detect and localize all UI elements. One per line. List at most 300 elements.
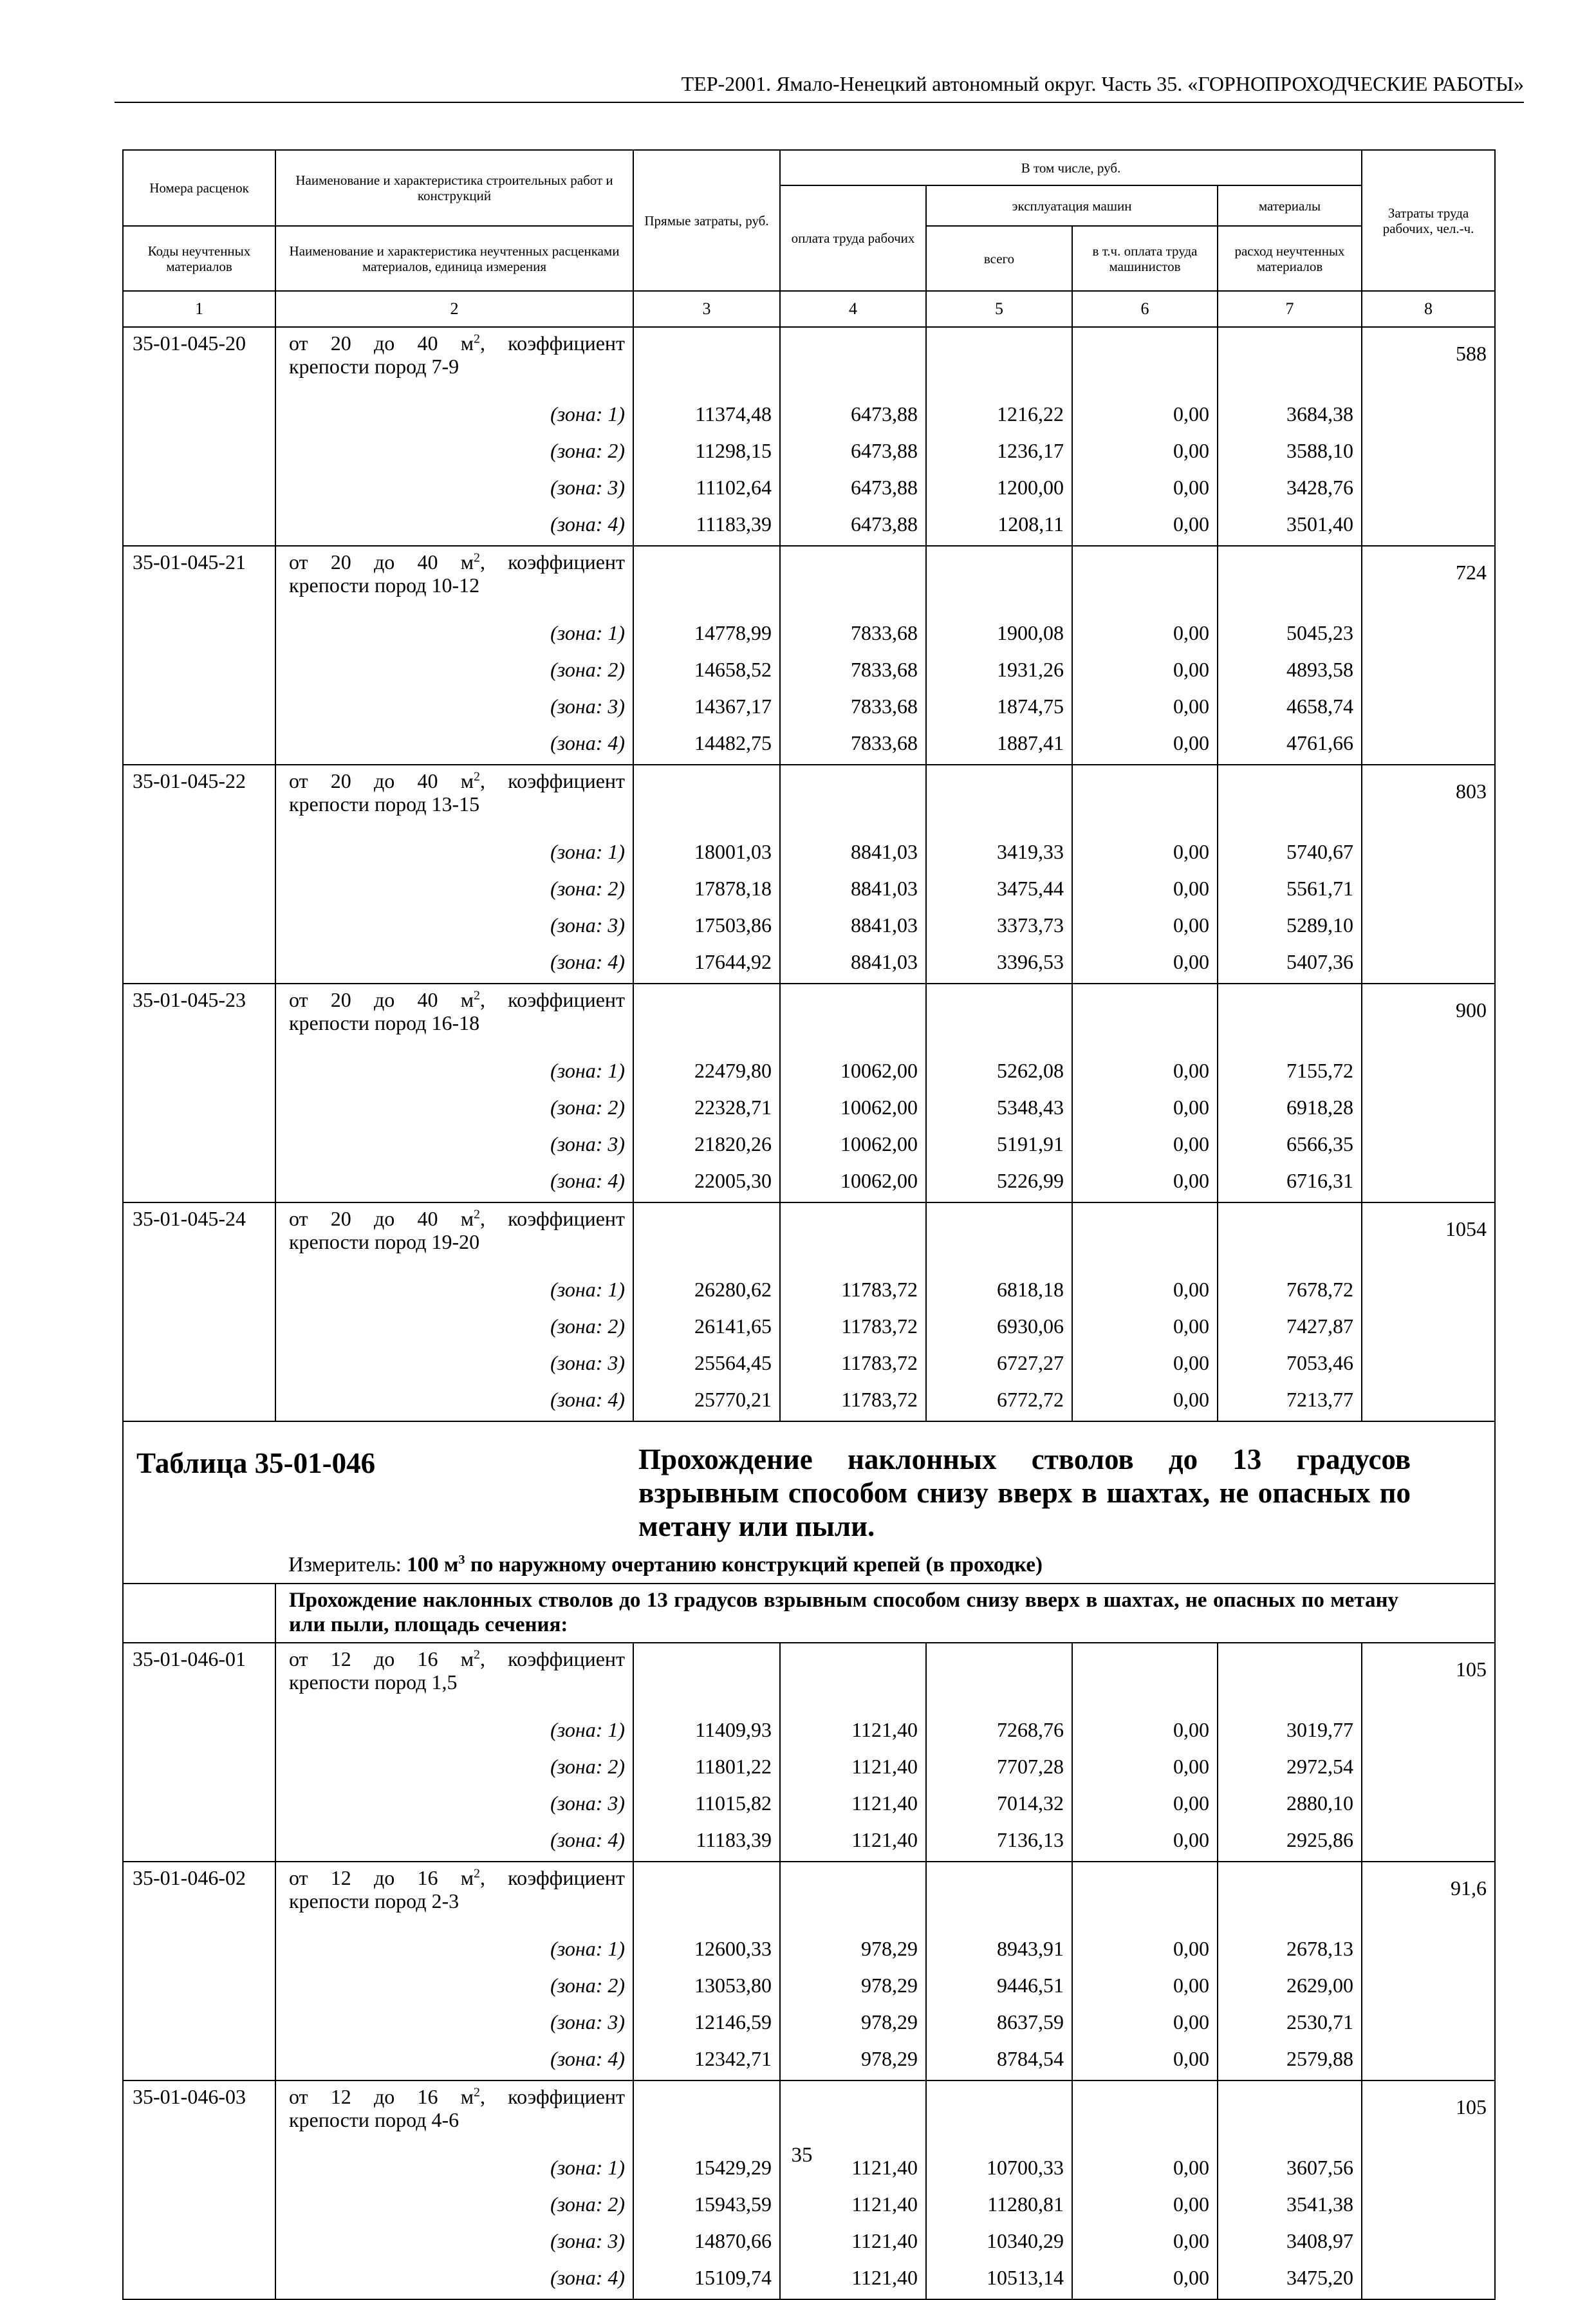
- wage-cost: 1121,40: [780, 2225, 926, 2262]
- empty-cell: [1218, 1202, 1362, 1274]
- empty-cell: [1362, 2006, 1495, 2043]
- superscript: 2: [474, 2085, 480, 2100]
- zone-label: (зона: 3): [275, 691, 633, 727]
- empty-cell: [1362, 2262, 1495, 2299]
- including-header: В том числе, руб.: [780, 150, 1362, 185]
- direct-cost: 12146,59: [633, 2006, 780, 2043]
- materials-cost: 6566,35: [1218, 1128, 1362, 1165]
- machines-cost: 7014,32: [926, 1788, 1072, 1824]
- empty-cell: [1218, 765, 1362, 836]
- empty-cell: [1072, 984, 1218, 1055]
- wage-cost: 11783,72: [780, 1274, 926, 1311]
- zone-label: (зона: 4): [275, 509, 633, 546]
- empty-cell: [926, 984, 1072, 1055]
- zone-label: (зона: 1): [275, 617, 633, 654]
- empty-cell: [926, 546, 1072, 617]
- empty-cell: [1218, 2080, 1362, 2152]
- description-text: крепости пород 13-15: [289, 792, 480, 816]
- operators-wage: 0,00: [1072, 1092, 1218, 1128]
- operators-wage: 0,00: [1072, 435, 1218, 472]
- zone-label: (зона: 2): [275, 435, 633, 472]
- machines-cost: 1208,11: [926, 509, 1072, 546]
- wage-cost: 10062,00: [780, 1128, 926, 1165]
- materials-cost: 3684,38: [1218, 398, 1362, 435]
- col-wage-header: оплата труда рабочих: [780, 185, 926, 291]
- direct-cost: 12600,33: [633, 1933, 780, 1970]
- machines-cost: 6727,27: [926, 1347, 1072, 1384]
- materials-cost: 5045,23: [1218, 617, 1362, 654]
- empty-cell: [926, 1643, 1072, 1714]
- zone-label: (зона: 4): [275, 1165, 633, 1202]
- zone-label: (зона: 3): [275, 2225, 633, 2262]
- zone-row: [123, 617, 1495, 654]
- description-text: крепости пород 10-12: [289, 574, 480, 597]
- direct-cost: 25564,45: [633, 1347, 780, 1384]
- wage-cost: 11783,72: [780, 1347, 926, 1384]
- description-text: от 12 до 16 м: [289, 1647, 474, 1670]
- superscript: 2: [474, 1647, 480, 1662]
- zone-label: (зона: 3): [275, 1128, 633, 1165]
- operators-wage: 0,00: [1072, 2189, 1218, 2225]
- empty-cell: [1072, 1202, 1218, 1274]
- empty-cell: [123, 2043, 275, 2080]
- machines-cost: 5348,43: [926, 1092, 1072, 1128]
- col-materials-consumption-header: расход неучтенных материалов: [1218, 226, 1362, 291]
- empty-cell: [123, 727, 275, 765]
- direct-cost: 17503,86: [633, 910, 780, 946]
- direct-cost: 14778,99: [633, 617, 780, 654]
- wage-cost: 11783,72: [780, 1311, 926, 1347]
- empty-cell: [1362, 1933, 1495, 1970]
- description-text: крепости пород 19-20: [289, 1230, 480, 1253]
- col-operators-wage-header: в т.ч. оплата труда машинистов: [1072, 226, 1218, 291]
- empty-cell: [1362, 1311, 1495, 1347]
- machines-cost: 5262,08: [926, 1055, 1072, 1092]
- empty-cell: [1362, 1384, 1495, 1421]
- empty-cell: [926, 2080, 1072, 2152]
- labor-cost: 900: [1362, 984, 1495, 1055]
- machines-cost: 3373,73: [926, 910, 1072, 946]
- empty-cell: [123, 2225, 275, 2262]
- rate-code: 35-01-045-20: [123, 327, 275, 398]
- empty-cell: [1362, 1970, 1495, 2006]
- direct-cost: 11102,64: [633, 472, 780, 509]
- wage-cost: 8841,03: [780, 836, 926, 873]
- empty-cell: [780, 1862, 926, 1933]
- wage-cost: 978,29: [780, 1970, 926, 2006]
- direct-cost: 22479,80: [633, 1055, 780, 1092]
- materials-cost: 3408,97: [1218, 2225, 1362, 2262]
- empty-cell: [1362, 1055, 1495, 1092]
- rates-table: [122, 149, 1496, 2300]
- direct-cost: 22005,30: [633, 1165, 780, 1202]
- zone-row: [123, 2189, 1495, 2225]
- work-description: [275, 327, 633, 398]
- zone-row: [123, 509, 1495, 546]
- labor-cost: 803: [1362, 765, 1495, 836]
- col-labor-header: Затраты труда рабочих, чел.-ч.: [1362, 150, 1495, 291]
- labor-cost: 724: [1362, 546, 1495, 617]
- zone-row: [123, 1347, 1495, 1384]
- machines-cost: 8943,91: [926, 1933, 1072, 1970]
- direct-cost: 11298,15: [633, 435, 780, 472]
- empty-cell: [1362, 654, 1495, 691]
- operators-wage: 0,00: [1072, 873, 1218, 910]
- materials-cost: 7427,87: [1218, 1311, 1362, 1347]
- empty-cell: [633, 1643, 780, 1714]
- description-text: , коэффициент: [479, 2085, 626, 2108]
- operators-wage: 0,00: [1072, 617, 1218, 654]
- empty-cell: [123, 836, 275, 873]
- direct-cost: 17644,92: [633, 946, 780, 984]
- direct-cost: 11409,93: [633, 1714, 780, 1751]
- wage-cost: 11783,72: [780, 1384, 926, 1421]
- materials-cost: 3428,76: [1218, 472, 1362, 509]
- direct-cost: 11374,48: [633, 398, 780, 435]
- direct-cost: 21820,26: [633, 1128, 780, 1165]
- operators-wage: 0,00: [1072, 398, 1218, 435]
- zone-row: [123, 398, 1495, 435]
- materials-cost: 5407,36: [1218, 946, 1362, 984]
- rate-code: 35-01-046-01: [123, 1643, 275, 1714]
- zone-label: (зона: 3): [275, 910, 633, 946]
- materials-cost: 5289,10: [1218, 910, 1362, 946]
- direct-cost: 18001,03: [633, 836, 780, 873]
- machines-cost: 7136,13: [926, 1824, 1072, 1862]
- zone-row: [123, 1970, 1495, 2006]
- empty-cell: [1362, 617, 1495, 654]
- table-number: Таблица 35-01-046: [136, 1447, 376, 1479]
- zone-row: [123, 1055, 1495, 1092]
- empty-cell: [633, 984, 780, 1055]
- empty-cell: [1072, 1862, 1218, 1933]
- zone-row: [123, 1165, 1495, 1202]
- col-material-names-header: Наименование и характеристика неучтенных расценками материалов, единица измерения: [275, 226, 633, 291]
- zone-row: [123, 472, 1495, 509]
- zone-row: [123, 1128, 1495, 1165]
- rate-group: [123, 327, 1495, 398]
- direct-cost: 26141,65: [633, 1311, 780, 1347]
- machines-cost: 3396,53: [926, 946, 1072, 984]
- zone-row: [123, 691, 1495, 727]
- description-text: , коэффициент: [479, 988, 626, 1011]
- empty-cell: [780, 1202, 926, 1274]
- machines-cost: 1931,26: [926, 654, 1072, 691]
- empty-cell: [123, 2262, 275, 2299]
- description-text: от 12 до 16 м: [289, 2085, 474, 2108]
- materials-cost: 4761,66: [1218, 727, 1362, 765]
- description-text: крепости пород 4-6: [289, 2108, 459, 2131]
- empty-cell: [123, 1714, 275, 1751]
- superscript: 2: [474, 1207, 480, 1222]
- materials-cost: 3501,40: [1218, 509, 1362, 546]
- empty-cell: [1362, 1751, 1495, 1788]
- meter-value: 100 м: [407, 1553, 459, 1576]
- zone-row: [123, 1311, 1495, 1347]
- wage-cost: 8841,03: [780, 873, 926, 910]
- operators-wage: 0,00: [1072, 654, 1218, 691]
- operators-wage: 0,00: [1072, 1055, 1218, 1092]
- operators-wage: 0,00: [1072, 836, 1218, 873]
- direct-cost: 14658,52: [633, 654, 780, 691]
- rate-code: 35-01-046-03: [123, 2080, 275, 2152]
- column-number: 1: [123, 291, 275, 327]
- zone-row: [123, 2225, 1495, 2262]
- zone-label: (зона: 4): [275, 2262, 633, 2299]
- machines-cost: 8784,54: [926, 2043, 1072, 2080]
- work-description: [275, 1643, 633, 1714]
- labor-cost: 1054: [1362, 1202, 1495, 1274]
- direct-cost: 26280,62: [633, 1274, 780, 1311]
- empty-cell: [123, 1788, 275, 1824]
- empty-cell: [1362, 1165, 1495, 1202]
- description-text: от 20 до 40 м: [289, 1207, 474, 1230]
- wage-cost: 978,29: [780, 2006, 926, 2043]
- operators-wage: 0,00: [1072, 1384, 1218, 1421]
- rate-group: [123, 1643, 1495, 1714]
- machines-cost: 1887,41: [926, 727, 1072, 765]
- materials-cost: 2880,10: [1218, 1788, 1362, 1824]
- zone-label: (зона: 1): [275, 836, 633, 873]
- operators-wage: 0,00: [1072, 1933, 1218, 1970]
- direct-cost: 17878,18: [633, 873, 780, 910]
- operators-wage: 0,00: [1072, 691, 1218, 727]
- empty-cell: [123, 2152, 275, 2189]
- operators-wage: 0,00: [1072, 1824, 1218, 1862]
- meter-rest: по наружному очертанию конструкций крепей (в проходке): [465, 1553, 1043, 1576]
- wage-cost: 10062,00: [780, 1055, 926, 1092]
- work-description: [275, 765, 633, 836]
- empty-cell: [926, 765, 1072, 836]
- empty-cell: [123, 1092, 275, 1128]
- wage-cost: 7833,68: [780, 617, 926, 654]
- description-text: от 20 до 40 м: [289, 550, 474, 574]
- empty-cell: [1218, 546, 1362, 617]
- machines-cost: 1216,22: [926, 398, 1072, 435]
- meter: [288, 1552, 1487, 1578]
- empty-cell: [123, 509, 275, 546]
- superscript: 3: [458, 1553, 465, 1567]
- operators-wage: 0,00: [1072, 1970, 1218, 2006]
- zone-row: [123, 1933, 1495, 1970]
- machines-header: эксплуатация машин: [926, 185, 1218, 226]
- labor-cost: 105: [1362, 2080, 1495, 2152]
- zone-label: (зона: 4): [275, 727, 633, 765]
- wage-cost: 1121,40: [780, 1824, 926, 1862]
- zone-row: [123, 727, 1495, 765]
- description-text: крепости пород 16-18: [289, 1011, 480, 1034]
- empty-cell: [1362, 1274, 1495, 1311]
- description-text: , коэффициент: [479, 550, 626, 574]
- empty-cell: [633, 2080, 780, 2152]
- superscript: 2: [474, 550, 480, 565]
- col-direct-cost-header: Прямые затраты, руб.: [633, 150, 780, 291]
- zone-label: (зона: 1): [275, 1055, 633, 1092]
- column-number: 5: [926, 291, 1072, 327]
- operators-wage: 0,00: [1072, 1165, 1218, 1202]
- empty-cell: [633, 1862, 780, 1933]
- zone-label: (зона: 2): [275, 654, 633, 691]
- machines-cost: 3419,33: [926, 836, 1072, 873]
- materials-cost: 3607,56: [1218, 2152, 1362, 2189]
- zone-row: [123, 1274, 1495, 1311]
- zone-row: [123, 910, 1495, 946]
- operators-wage: 0,00: [1072, 2225, 1218, 2262]
- zone-row: [123, 873, 1495, 910]
- wage-cost: 1121,40: [780, 2262, 926, 2299]
- materials-cost: 3588,10: [1218, 435, 1362, 472]
- empty-cell: [123, 2006, 275, 2043]
- operators-wage: 0,00: [1072, 1714, 1218, 1751]
- empty-cell: [1362, 2225, 1495, 2262]
- empty-cell: [123, 1384, 275, 1421]
- materials-cost: 2925,86: [1218, 1824, 1362, 1862]
- description-text: от 20 до 40 м: [289, 332, 474, 355]
- rate-group: [123, 1202, 1495, 1274]
- work-description: [275, 2080, 633, 2152]
- description-text: , коэффициент: [479, 1647, 626, 1670]
- rate-code: 35-01-045-24: [123, 1202, 275, 1274]
- direct-cost: 15943,59: [633, 2189, 780, 2225]
- zone-label: (зона: 1): [275, 1714, 633, 1751]
- materials-cost: 2530,71: [1218, 2006, 1362, 2043]
- empty-cell: [123, 1824, 275, 1862]
- empty-cell: [1362, 1347, 1495, 1384]
- labor-cost: 91,6: [1362, 1862, 1495, 1933]
- operators-wage: 0,00: [1072, 1311, 1218, 1347]
- wage-cost: 1121,40: [780, 1714, 926, 1751]
- operators-wage: 0,00: [1072, 2262, 1218, 2299]
- operators-wage: 0,00: [1072, 1128, 1218, 1165]
- empty-cell: [1362, 509, 1495, 546]
- empty-cell: [633, 327, 780, 398]
- column-number: 6: [1072, 291, 1218, 327]
- zone-label: (зона: 3): [275, 1788, 633, 1824]
- rate-group: [123, 984, 1495, 1055]
- zone-row: [123, 1714, 1495, 1751]
- wage-cost: 10062,00: [780, 1092, 926, 1128]
- materials-cost: 5561,71: [1218, 873, 1362, 910]
- description-text: от 20 до 40 м: [289, 988, 474, 1011]
- direct-cost: 14870,66: [633, 2225, 780, 2262]
- wage-cost: 6473,88: [780, 435, 926, 472]
- empty-cell: [123, 1970, 275, 2006]
- zone-label: (зона: 3): [275, 1347, 633, 1384]
- description-text: , коэффициент: [479, 332, 626, 355]
- wage-cost: 1121,40: [780, 1751, 926, 1788]
- empty-cell: [123, 617, 275, 654]
- zone-row: [123, 1092, 1495, 1128]
- work-description: [275, 1862, 633, 1933]
- zone-label: (зона: 2): [275, 2189, 633, 2225]
- rate-code: 35-01-045-23: [123, 984, 275, 1055]
- wage-cost: 978,29: [780, 1933, 926, 1970]
- direct-cost: 12342,71: [633, 2043, 780, 2080]
- machines-cost: 1900,08: [926, 617, 1072, 654]
- empty-cell: [780, 2080, 926, 2152]
- operators-wage: 0,00: [1072, 727, 1218, 765]
- empty-cell: [1072, 2080, 1218, 2152]
- rate-code: 35-01-046-02: [123, 1862, 275, 1933]
- table-heading-block: [123, 1421, 1495, 1584]
- wage-cost: 7833,68: [780, 654, 926, 691]
- zone-label: (зона: 1): [275, 2152, 633, 2189]
- empty-cell: [633, 546, 780, 617]
- machines-cost: 11280,81: [926, 2189, 1072, 2225]
- operators-wage: 0,00: [1072, 946, 1218, 984]
- operators-wage: 0,00: [1072, 1347, 1218, 1384]
- materials-cost: 2972,54: [1218, 1751, 1362, 1788]
- zone-label: (зона: 2): [275, 873, 633, 910]
- table-block: [123, 1421, 1495, 1584]
- zone-row: [123, 2043, 1495, 2080]
- materials-cost: 6716,31: [1218, 1165, 1362, 1202]
- machines-cost: 1236,17: [926, 435, 1072, 472]
- machines-cost: 6818,18: [926, 1274, 1072, 1311]
- description-text: от 12 до 16 м: [289, 1866, 474, 1889]
- zone-label: (зона: 3): [275, 2006, 633, 2043]
- empty-cell: [1362, 1128, 1495, 1165]
- empty-cell: [1362, 910, 1495, 946]
- machines-cost: 3475,44: [926, 873, 1072, 910]
- group-heading-row: [123, 1584, 1495, 1643]
- rate-group: [123, 1862, 1495, 1933]
- empty-cell: [1218, 1862, 1362, 1933]
- empty-cell: [123, 1751, 275, 1788]
- empty-cell: [1072, 1643, 1218, 1714]
- materials-cost: 2579,88: [1218, 2043, 1362, 2080]
- machines-cost: 5226,99: [926, 1165, 1072, 1202]
- empty-cell: [1072, 546, 1218, 617]
- empty-cell: [1362, 1788, 1495, 1824]
- materials-cost: 7155,72: [1218, 1055, 1362, 1092]
- direct-cost: 14482,75: [633, 727, 780, 765]
- wage-cost: 6473,88: [780, 398, 926, 435]
- wage-cost: 1121,40: [780, 2152, 926, 2189]
- empty-cell: [1362, 1092, 1495, 1128]
- column-number: 4: [780, 291, 926, 327]
- empty-cell: [1218, 984, 1362, 1055]
- operators-wage: 0,00: [1072, 2152, 1218, 2189]
- empty-cell: [123, 873, 275, 910]
- zone-row: [123, 946, 1495, 984]
- empty-cell: [633, 1202, 780, 1274]
- empty-cell: [1362, 398, 1495, 435]
- machines-cost: 6772,72: [926, 1384, 1072, 1421]
- description-text: крепости пород 1,5: [289, 1670, 458, 1694]
- zone-row: [123, 836, 1495, 873]
- empty-cell: [926, 1862, 1072, 1933]
- materials-cost: 7213,77: [1218, 1384, 1362, 1421]
- superscript: 2: [474, 1866, 480, 1881]
- materials-cost: 5740,67: [1218, 836, 1362, 873]
- empty-cell: [1362, 435, 1495, 472]
- empty-cell: [123, 472, 275, 509]
- materials-cost: 3475,20: [1218, 2262, 1362, 2299]
- empty-cell: [1362, 873, 1495, 910]
- operators-wage: 0,00: [1072, 1788, 1218, 1824]
- empty-cell: [780, 1643, 926, 1714]
- operators-wage: 0,00: [1072, 2006, 1218, 2043]
- empty-cell: [123, 1055, 275, 1092]
- column-number: 3: [633, 291, 780, 327]
- machines-cost: 9446,51: [926, 1970, 1072, 2006]
- zone-label: (зона: 1): [275, 398, 633, 435]
- description-text: от 20 до 40 м: [289, 769, 474, 792]
- zone-row: [123, 1384, 1495, 1421]
- operators-wage: 0,00: [1072, 509, 1218, 546]
- materials-cost: 4893,58: [1218, 654, 1362, 691]
